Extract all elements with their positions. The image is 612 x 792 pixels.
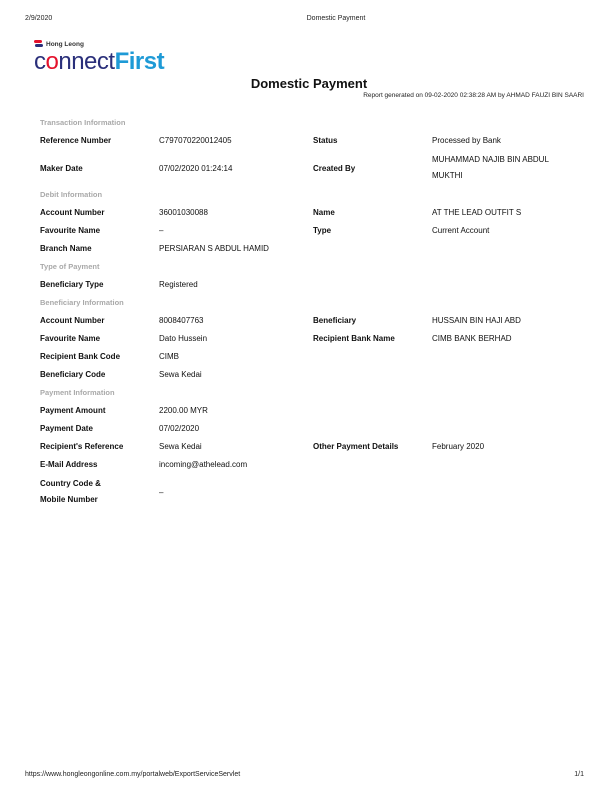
debit-name-value: AT THE LEAD OUTFIT S [432,208,522,217]
field-label: Favourite Name [40,226,101,235]
detail-row [40,366,580,384]
beneficiary-type-value: Registered [159,280,198,289]
payment-amount-value: 2200.00 MYR [159,406,208,415]
section-heading-debit: Debit Information [40,190,103,199]
debit-favourite-name-value: – [159,226,164,235]
field-label: Beneficiary Type [40,280,104,289]
bank-brand [34,40,194,48]
detail-row [40,456,580,474]
field-label: Status [313,136,338,145]
payment-date-value: 07/02/2020 [159,424,200,433]
field-label: Recipient Bank Code [40,352,121,361]
field-label: Created By [313,164,356,173]
detail-row [40,240,580,258]
status-value: Processed by Bank [432,136,501,145]
field-label: Favourite Name [40,334,101,343]
detail-row [40,402,580,420]
field-label: Recipient Bank Name [313,334,395,343]
connectfirst-logo [34,40,194,80]
branch-name-value: PERSIARAN S ABDUL HAMID [159,244,269,253]
email-address-value: incoming@athelead.com [159,460,248,469]
detail-row [40,438,580,456]
reference-number-value: C797070220012405 [159,136,232,145]
field-label: Maker Date [40,164,83,173]
field-label: Payment Date [40,424,93,433]
bank-name: Hong Leong [46,40,84,48]
created-by-value: MUHAMMAD NAJIB BIN ABDUL MUKTHI [432,155,549,180]
field-label: Other Payment Details [313,442,399,451]
detail-row [40,150,580,186]
beneficiary-code-value: Sewa Kedai [159,370,202,379]
logo-o-mark: o [45,48,59,75]
field-label: Account Number [40,208,105,217]
field-label: Country Code & Mobile Number [40,479,101,504]
field-label: Account Number [40,316,105,325]
detail-row [40,348,580,366]
debit-account-number-value: 36001030088 [159,208,208,217]
beneficiary-account-number-value: 8008407763 [159,316,204,325]
beneficiary-name-value: HUSSAIN BIN HAJI ABD [432,316,521,325]
hong-leong-mark-icon [34,40,43,48]
field-label: Branch Name [40,244,92,253]
field-label: E-Mail Address [40,460,98,469]
detail-row [40,420,580,438]
recipient-bank-name-value: CIMB BANK BERHAD [432,334,512,343]
field-label: Type [313,226,332,235]
detail-row [40,204,580,222]
field-label: Payment Amount [40,406,106,415]
detail-row [40,276,580,294]
field-label: Beneficiary [313,316,357,325]
recipient-bank-code-value: CIMB [159,352,179,361]
maker-date-value: 07/02/2020 01:24:14 [159,164,233,173]
other-payment-details-value: February 2020 [432,442,485,451]
product-wordmark: connectFirst [34,48,165,75]
detail-row [40,132,580,150]
payment-details [40,114,580,510]
field-label: Beneficiary Code [40,370,106,379]
beneficiary-favourite-name-value: Dato Hussein [159,334,208,343]
section-heading-type-of-payment: Type of Payment [40,262,100,271]
section-heading-payment: Payment Information [40,388,115,397]
section-heading-beneficiary: Beneficiary Information [40,298,124,307]
recipient-reference-value: Sewa Kedai [159,442,202,451]
detail-row [40,312,580,330]
page-number: 1/1 [574,771,584,778]
country-code-mobile-value: – [159,488,164,497]
detail-row [40,222,580,240]
detail-row [40,330,580,348]
section-heading-transaction: Transaction Information [40,118,126,127]
account-type-value: Current Account [432,226,490,235]
document-title: Domestic Payment [250,76,368,91]
field-label: Name [313,208,335,217]
field-label: Reference Number [40,136,112,145]
report-generated-line: Report generated on 09-02-2020 02:38:28 AM by AHMAD FAUZI BIN SAARI [363,92,584,99]
print-header-title: Domestic Payment [306,15,366,22]
footer-url: https://www.hongleongonline.com.my/portalweb/ExportServiceServlet [25,771,241,778]
print-date: 2/9/2020 [25,15,53,22]
detail-row [40,474,580,510]
field-label: Recipient's Reference [40,442,124,451]
